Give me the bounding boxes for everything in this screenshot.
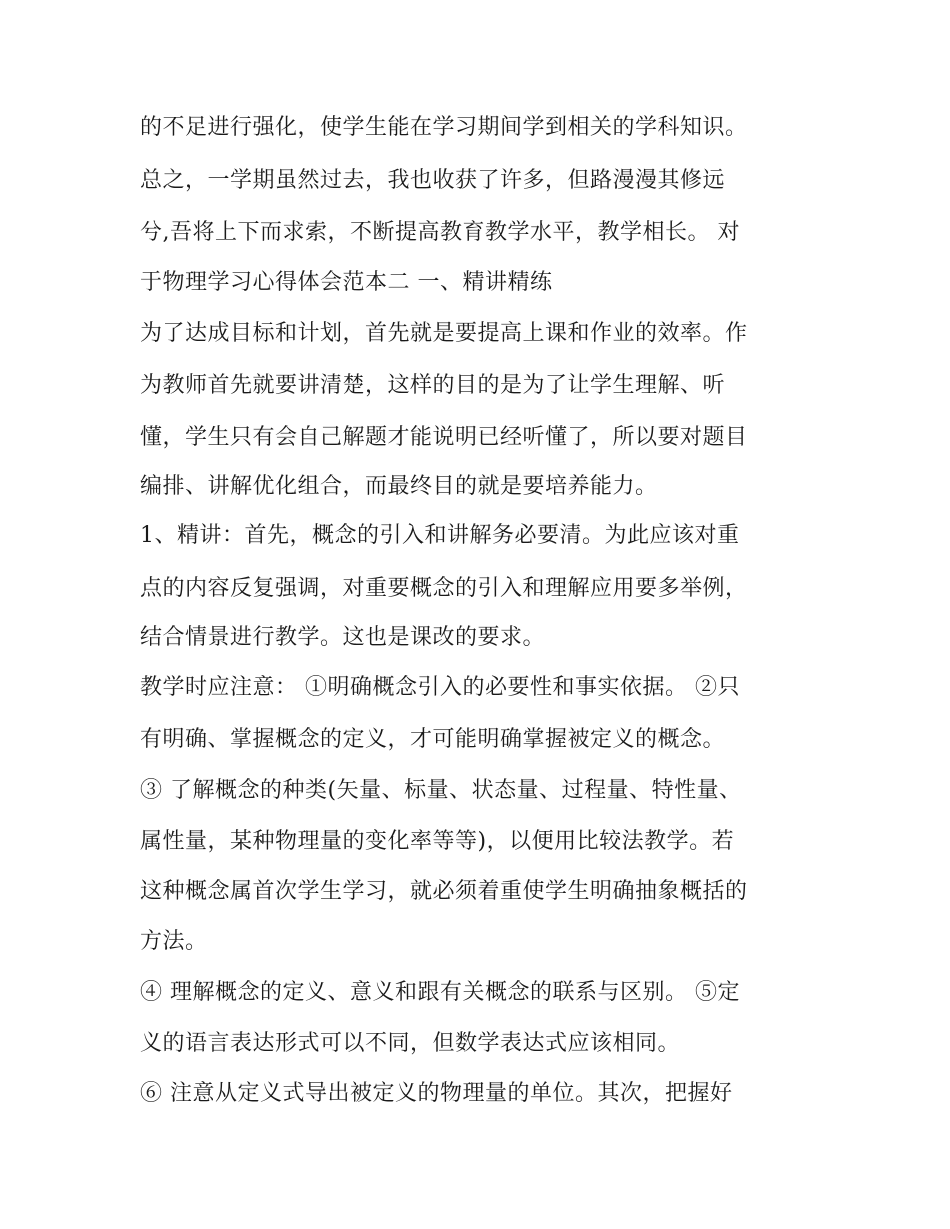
body-text-line: 总之，一学期虽然过去，我也收获了许多，但路漫漫其修远 — [140, 168, 726, 193]
body-text-line: 点的内容反复强调，对重要概念的引入和理解应用要多举例， — [140, 576, 748, 601]
body-text-line: 懂，学生只有会自己解题才能说明已经听懂了，所以要对题目 — [140, 425, 748, 450]
body-text-line: 这种概念属首次学生学习，就必须着重使学生明确抽象概括的 — [140, 879, 748, 904]
body-text-line: 方法。 — [140, 929, 208, 954]
section-heading-line: 于物理学习心得体会范本二 一、精讲精练 — [140, 270, 553, 295]
body-text-line: 义的语言表达形式可以不同，但数学表达式应该相同。 — [140, 1031, 681, 1056]
body-text-line: ④ 理解概念的定义、意义和跟有关概念的联系与区别。 ⑤定 — [140, 980, 740, 1005]
body-text-line: 为了达成目标和计划，首先就是要提高上课和作业的效率。作 — [140, 321, 748, 346]
body-text-line: 为教师首先就要讲清楚，这样的目的是为了让学生理解、听 — [140, 373, 726, 398]
body-text-line: 的不足进行强化，使学生能在学习期间学到相关的学科知识。 — [140, 115, 748, 140]
body-text-line: 1、精讲：首先，概念的引入和讲解务必要清。为此应该对重 — [140, 523, 740, 548]
body-text-line: 编排、讲解优化组合，而最终目的就是要培养能力。 — [140, 474, 658, 499]
body-text-line: 结合情景进行教学。这也是课改的要求。 — [140, 625, 546, 650]
body-text-line: 教学时应注意： ①明确概念引入的必要性和事实依据。 ②只 — [140, 675, 740, 700]
body-text-line: 属性量，某种物理量的变化率等等)，以便用比较法教学。若 — [140, 829, 735, 854]
body-text-line: ③ 了解概念的种类(矢量、标量、状态量、过程量、特性量、 — [140, 778, 742, 803]
body-text-line: 有明确、掌握概念的定义，才可能明确掌握被定义的概念。 — [140, 727, 726, 752]
body-text-line: ⑥ 注意从定义式导出被定义的物理量的单位。其次，把握好 — [140, 1081, 733, 1106]
body-text-line: 兮,吾将上下而求索，不断提高教育教学水平，教学相长。 对 — [140, 220, 740, 245]
